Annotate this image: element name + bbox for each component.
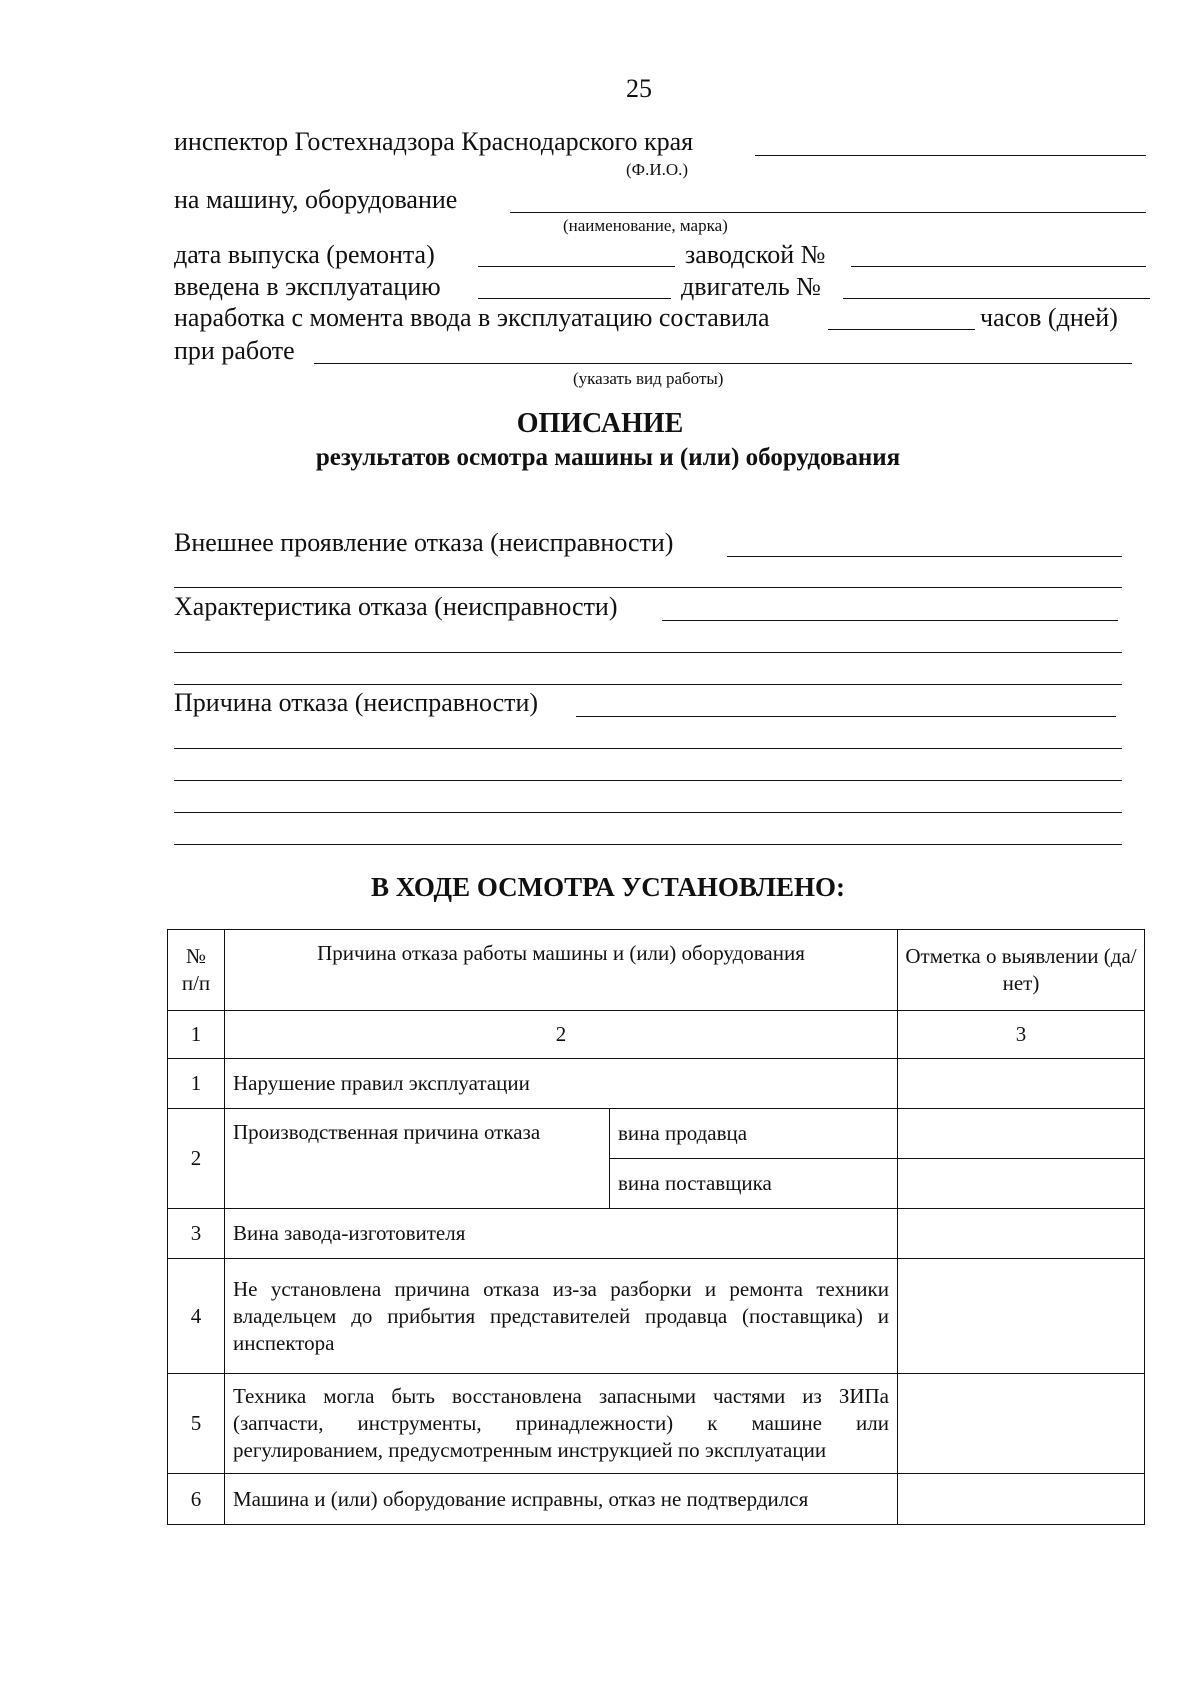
- cause-line-3[interactable]: [174, 780, 1122, 781]
- colnum-3: 3: [898, 1011, 1145, 1059]
- engine-label: двигатель №: [681, 272, 821, 301]
- row-text: Производственная причина отказа: [225, 1109, 610, 1209]
- description-subtitle: результатов осмотра машины и (или) оборудования: [315, 444, 901, 471]
- row-num: 6: [168, 1474, 225, 1525]
- release-date-label: дата выпуска (ремонта): [174, 240, 435, 269]
- external-line[interactable]: [727, 556, 1122, 557]
- characteristic-line[interactable]: [662, 620, 1118, 621]
- mark-cell[interactable]: [898, 1209, 1145, 1259]
- mark-cell[interactable]: [898, 1159, 1145, 1209]
- machine-caption: (наименование, марка): [563, 216, 728, 235]
- mark-cell[interactable]: [898, 1374, 1145, 1474]
- findings-table: [167, 929, 1145, 1525]
- row-text: Нарушение правил эксплуатации: [225, 1059, 898, 1109]
- release-date-line[interactable]: [478, 266, 675, 267]
- sub-row-text: вина продавца: [610, 1109, 898, 1159]
- engine-line[interactable]: [843, 298, 1150, 299]
- description-title: ОПИСАНИЕ: [516, 408, 684, 439]
- serial-line[interactable]: [851, 266, 1146, 267]
- table-row: [168, 1374, 1145, 1474]
- colnum-1: 1: [168, 1011, 225, 1059]
- work-line[interactable]: [314, 363, 1132, 364]
- row-text: Не установлена причина отказа из-за разборки и ремонта техники владельцем до прибытия представителей продавца (поставщика) и инспектора: [225, 1259, 898, 1374]
- row-num: 4: [168, 1259, 225, 1374]
- external-line-2[interactable]: [174, 587, 1122, 588]
- row-num: 3: [168, 1209, 225, 1259]
- header-num-text: № п/п: [181, 944, 211, 995]
- hours-line[interactable]: [828, 329, 975, 330]
- table-row: [168, 1059, 1145, 1109]
- row-text: Техника могла быть восстановлена запасными частями из ЗИПа (запчасти, инструменты, принадлежности) к машине или регулированием, предусмотренным инструкцией по эксплуатации: [225, 1374, 898, 1474]
- table-header-row: [168, 930, 1145, 1011]
- characteristic-line-2[interactable]: [174, 652, 1122, 653]
- inspector-label: инспектор Гостехнадзора Краснодарского края: [174, 127, 694, 156]
- external-label: Внешнее проявление отказа (неисправности): [174, 528, 674, 557]
- cause-label: Причина отказа (неисправности): [174, 688, 539, 717]
- hours-label: наработка с момента ввода в эксплуатацию составила: [174, 303, 770, 332]
- work-caption: (указать вид работы): [573, 369, 724, 388]
- table-row: [168, 1109, 1145, 1159]
- work-label: при работе: [174, 336, 295, 365]
- inspector-name-line[interactable]: [755, 155, 1146, 156]
- serial-label: заводской №: [685, 240, 826, 269]
- hours-unit: часов (дней): [980, 303, 1118, 332]
- table-colnum-row: [168, 1011, 1145, 1059]
- findings-title: В ХОДЕ ОСМОТРА УСТАНОВЛЕНО:: [370, 872, 846, 902]
- cause-line-2[interactable]: [174, 748, 1122, 749]
- machine-label: на машину, оборудование: [174, 185, 458, 214]
- table-row: [168, 1474, 1145, 1525]
- commissioned-line[interactable]: [478, 298, 671, 299]
- machine-line[interactable]: [510, 212, 1146, 213]
- cause-line-4[interactable]: [174, 812, 1122, 813]
- mark-cell[interactable]: [898, 1259, 1145, 1374]
- inspector-caption: (Ф.И.О.): [626, 160, 689, 179]
- characteristic-line-3[interactable]: [174, 684, 1122, 685]
- table-row: [168, 1259, 1145, 1374]
- commissioned-label: введена в эксплуатацию: [174, 272, 441, 301]
- cause-line[interactable]: [576, 716, 1116, 717]
- table-row: [168, 1209, 1145, 1259]
- header-mark: Отметка о выявлении (да/нет): [898, 930, 1145, 1011]
- row-text: Вина завода-изготовителя: [225, 1209, 898, 1259]
- mark-cell[interactable]: [898, 1059, 1145, 1109]
- characteristic-label: Характеристика отказа (неисправности): [174, 592, 618, 621]
- sub-row-text: вина поставщика: [610, 1159, 898, 1209]
- row-num: 5: [168, 1374, 225, 1474]
- mark-cell[interactable]: [898, 1474, 1145, 1525]
- header-num: [168, 930, 225, 1011]
- page-number: 25: [626, 74, 652, 103]
- cause-line-5[interactable]: [174, 844, 1122, 845]
- colnum-2: 2: [225, 1011, 898, 1059]
- header-cause: Причина отказа работы машины и (или) оборудования: [225, 930, 898, 1011]
- row-num: 2: [168, 1109, 225, 1209]
- row-num: 1: [168, 1059, 225, 1109]
- mark-cell[interactable]: [898, 1109, 1145, 1159]
- row-text: Машина и (или) оборудование исправны, отказ не подтвердился: [225, 1474, 898, 1525]
